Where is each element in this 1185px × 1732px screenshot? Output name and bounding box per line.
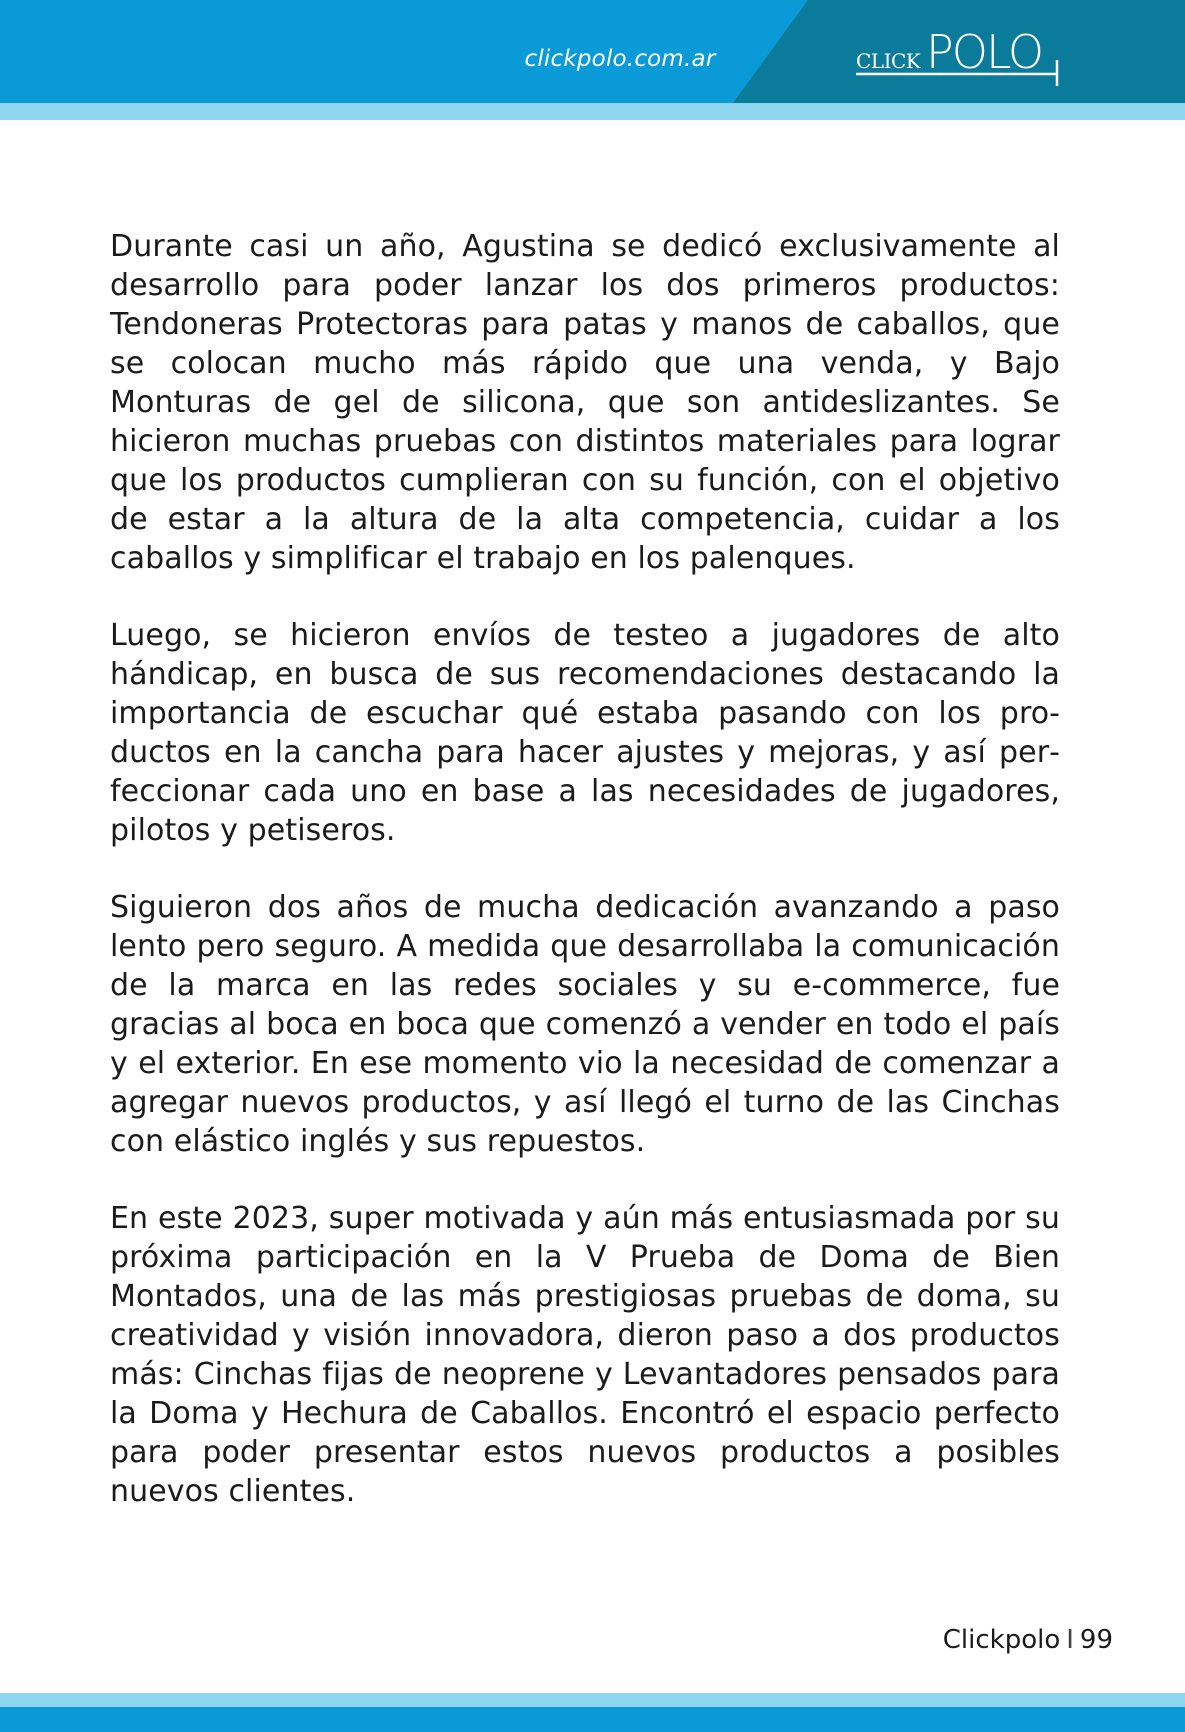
footer-separator: I: [1066, 1625, 1074, 1655]
site-url[interactable]: clickpolo.com.ar: [524, 46, 716, 72]
article-paragraph: En este 2023, super motivada y aún más entusiasmada por su próxima participación en la V Prueba de Doma de Bien Montados, una de las más prestigiosas pruebas de doma, su creatividad y visión innovadora, dieron paso a dos productos más: Cinchas fijas de neoprene y Levantadores pensados para la Doma y Hechura de Caballos. Encontró el espacio perfecto para poder presentar estos nuevos productos a posibles nuevos clientes.: [110, 1201, 1060, 1509]
footer-band-dark: [0, 1707, 1185, 1732]
page-footer-label: [943, 1625, 1113, 1655]
page-header: [0, 0, 1185, 120]
page-number: 99: [1079, 1625, 1113, 1655]
article-body: [110, 227, 1060, 1549]
footer-brand: Clickpolo: [942, 1625, 1061, 1655]
clickpolo-logo: [856, 22, 1066, 92]
logo-polo-text: POLO: [926, 25, 1043, 79]
header-band-light: [0, 103, 1185, 120]
article-paragraph: Durante casi un año, Agustina se dedicó exclusivamente al desarrollo para poder lanzar los dos primeros productos: Tendoneras Protectoras para patas y manos de caballos, que se colocan mucho más rápido que una venda, y Bajo Monturas de gel de silicona, que son antideslizantes. Se hicieron muchas pruebas con distintos materiales para lograr que los productos cumplieran con su función, con el objetivo de estar a la altura de la alta competencia, cuidar a los caballos y simplificar el trabajo en los palenques.: [110, 229, 1060, 576]
footer-band-light: [0, 1693, 1185, 1707]
article-paragraph: Luego, se hicieron envíos de testeo a jugadores de alto hándicap, en busca de sus recomendaciones destacando la importancia de escuchar qué estaba pasando con los productos en la cancha para hacer ajustes y mejoras, y así perfeccionar cada uno en base a las necesidades de jugadores, pilotos y petiseros.: [110, 618, 1060, 848]
article-paragraph: Siguieron dos años de mucha dedicación avanzando a paso lento pero seguro. A medida que desarrollaba la comunicación de la marca en las redes sociales y su e-commerce, fue gracias al boca en boca que comenzó a vender en todo el país y el exterior. En ese momento vio la necesidad de comenzar a agregar nuevos productos, y así llegó el turno de las Cinchas con elástico inglés y sus repuestos.: [110, 890, 1060, 1159]
logo-click-text: CLICK: [856, 49, 921, 73]
